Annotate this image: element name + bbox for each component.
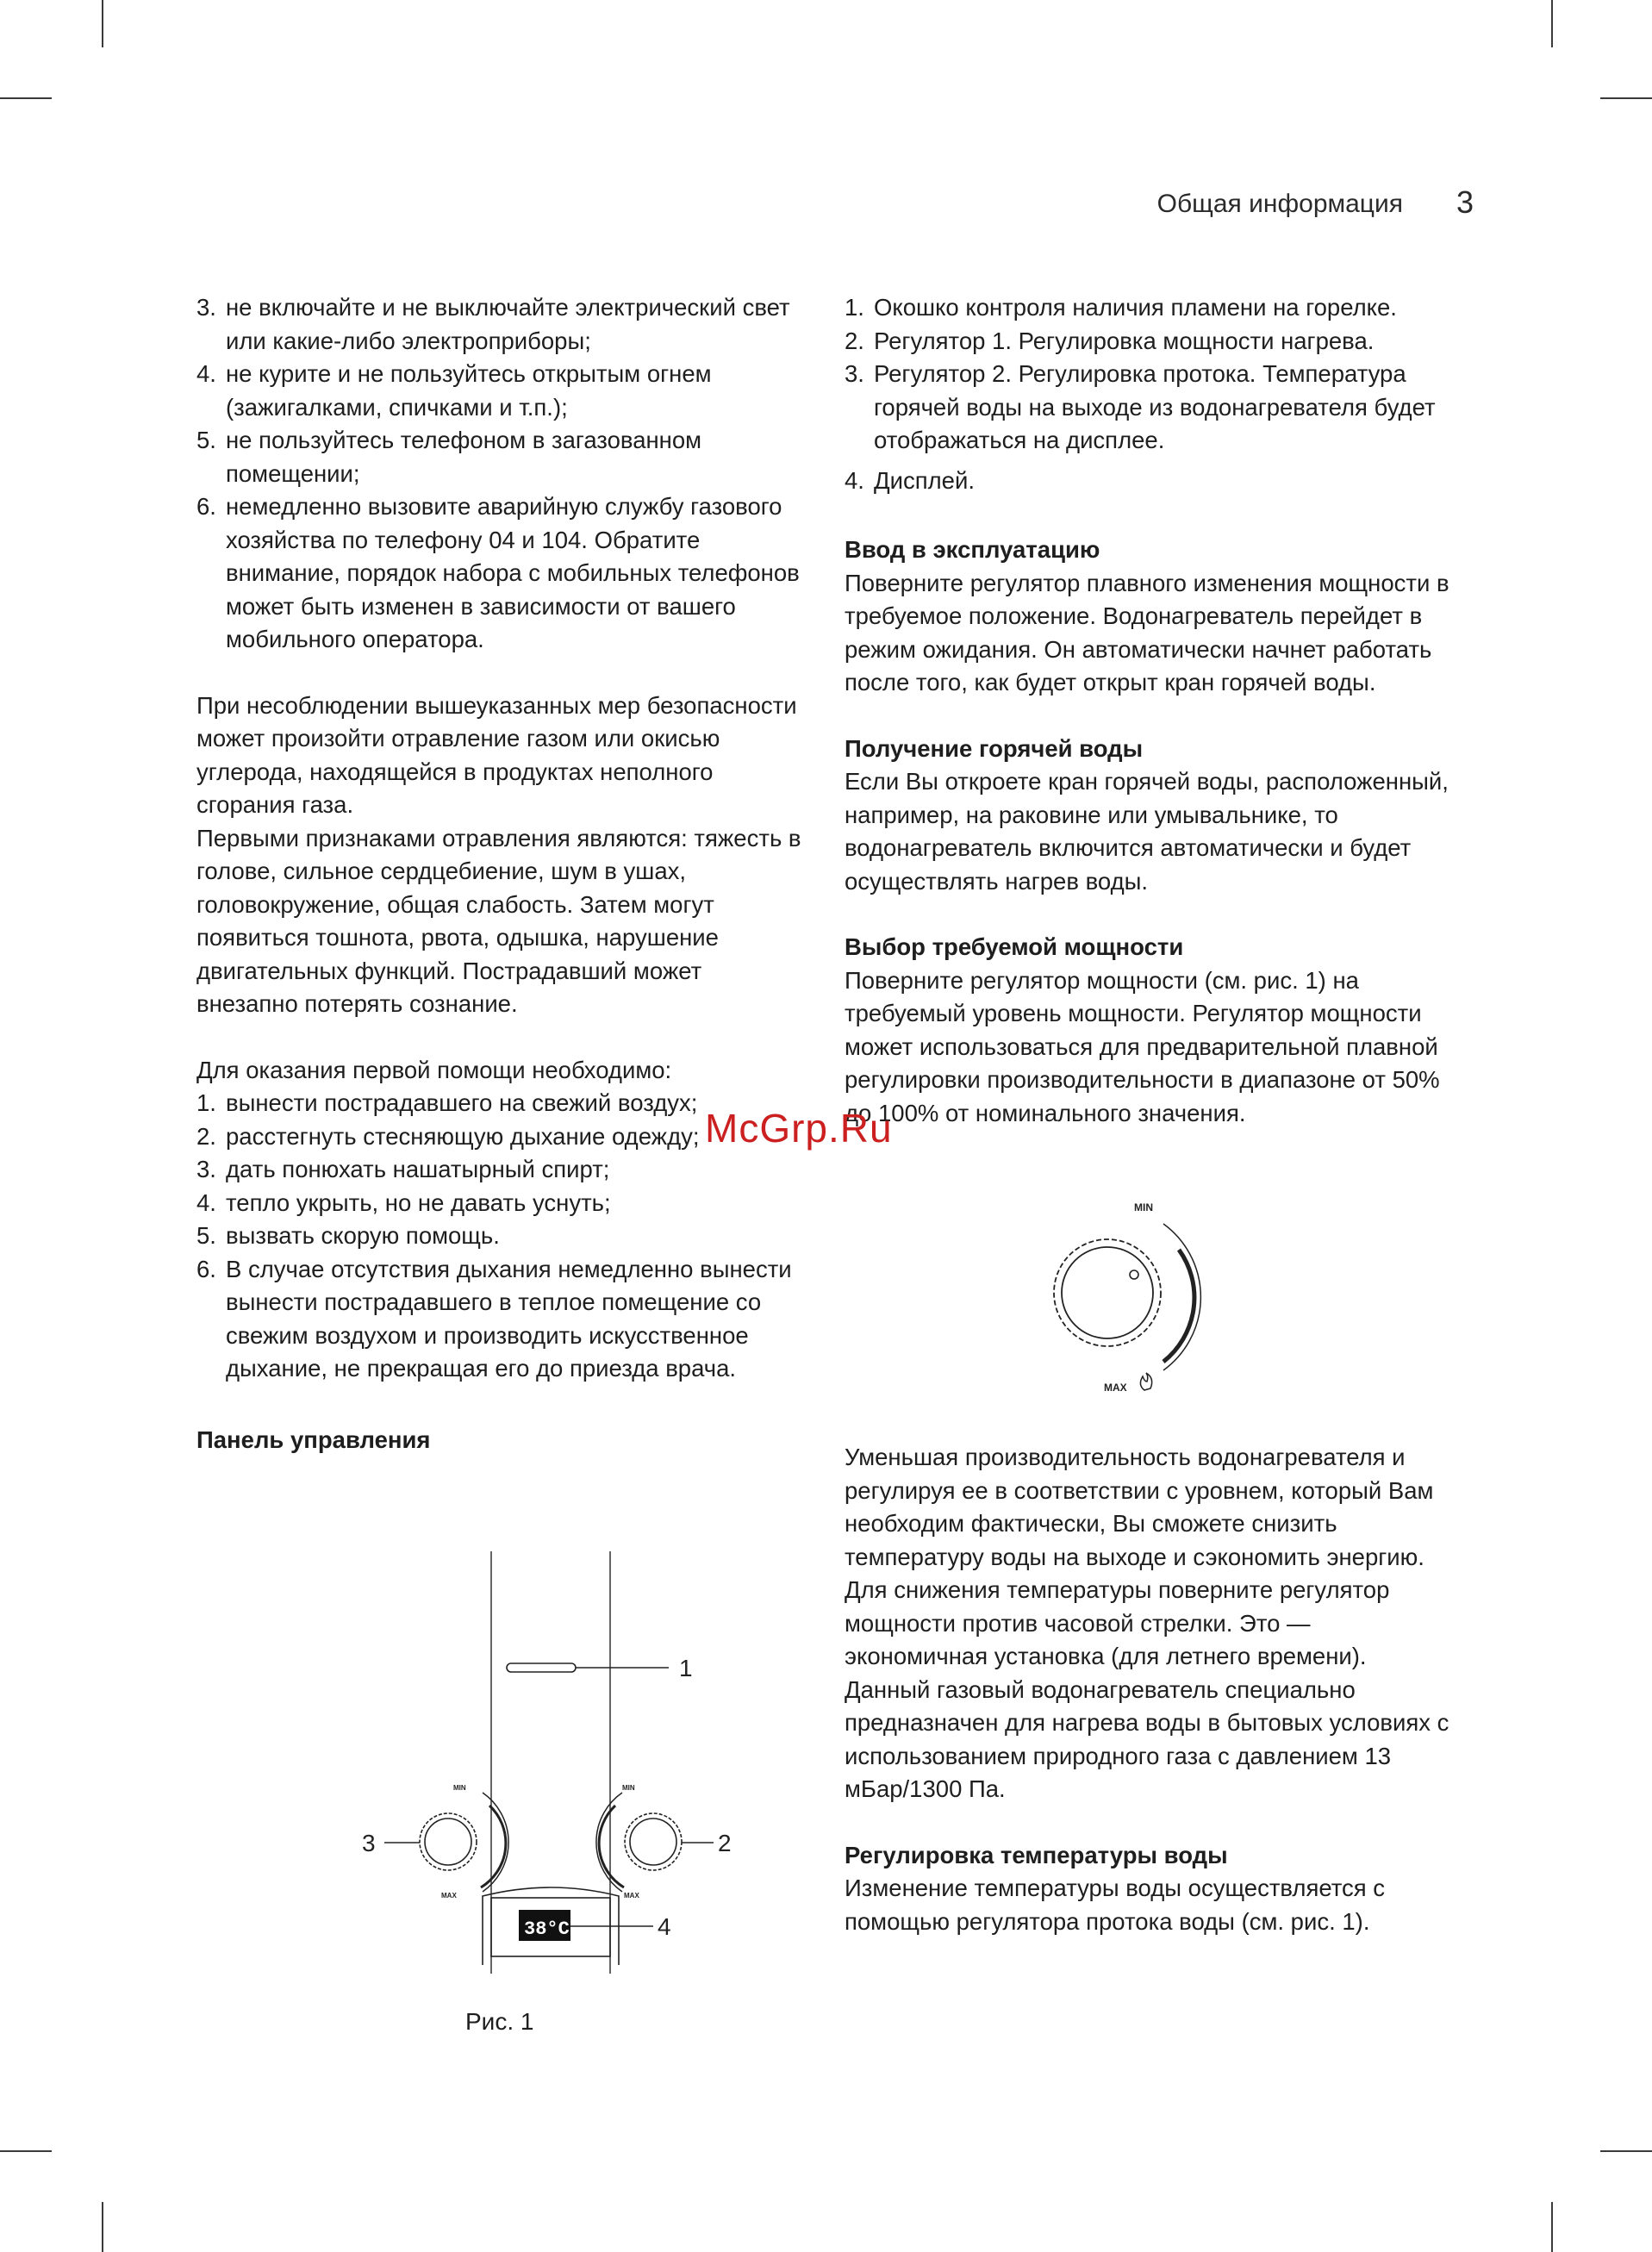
callout-2: 2 xyxy=(718,1830,732,1856)
left-column xyxy=(196,291,801,1457)
display-temperature: 38°C xyxy=(524,1918,570,1940)
knob-max-label: MAX xyxy=(1104,1382,1127,1394)
list-item: 6. немедленно вызовите аварийную службу газового хозяйства по телефону 04 и 104. Обратите внимание, порядок набора с мобильных телефонов может быть изменен в зависимости от вашего мобильного оператора. xyxy=(196,493,800,652)
right-knob-min-label: MIN xyxy=(622,1784,635,1792)
list-item: 3. дать понюхать нашатырный спирт; xyxy=(196,1156,610,1182)
list-item: 4. тепло укрыть, но не давать уснуть; xyxy=(196,1188,611,1216)
left-knob-max-label: MAX xyxy=(441,1892,457,1900)
panel-heading: Панель управления xyxy=(196,1425,431,1453)
list-item: 5. вызвать скорую помощь. xyxy=(196,1222,500,1249)
crop-mark xyxy=(1551,2202,1553,2252)
watermark-text: McGrp.Ru xyxy=(705,1106,893,1151)
left-knob-arc-thick xyxy=(481,1806,506,1887)
left-knob-inner xyxy=(425,1818,471,1865)
list-item: 3. не включайте и не выключайте электрический свет или какие-либо электроприборы; xyxy=(196,294,790,354)
list-item: 2. Регулятор 1. Регулировка мощности нагрева. xyxy=(845,327,1375,354)
crop-mark xyxy=(1600,2150,1652,2152)
section-body: Если Вы откроете кран горячей воды, расположенный, например, на раковине или умывальнике, то водонагреватель включится автоматически и будет осуществлять нагрев воды. xyxy=(845,768,1449,895)
list-item: 6. В случае отсутствия дыхания немедленно вынести вынести пострадавшего в теплое помещение со свежим воздухом и производить искусственное дыхание, не прекращая его до приезда врача. xyxy=(196,1255,792,1382)
right-knob-inner xyxy=(630,1818,676,1865)
right-knob-arc-thick xyxy=(599,1806,624,1887)
paragraph: Уменьшая производительность водонагревателя и регулируя ее в соответствии с уровнем, который Вам необходим фактически, Вы сможете снизить температуру воды на выходе и сэкономить энергию. xyxy=(845,1444,1434,1570)
left-knob-min-label: MIN xyxy=(453,1784,466,1792)
flame-icon xyxy=(1140,1373,1151,1390)
section-heading: Выбор требуемой мощности xyxy=(845,933,1184,960)
callout-4: 4 xyxy=(658,1913,671,1940)
crop-mark xyxy=(1600,97,1652,99)
list-item: 1. вынести пострадавшего на свежий воздух; xyxy=(196,1089,698,1116)
section-heading: Ввод в эксплуатацию xyxy=(845,536,1100,563)
list-item: 3. Регулятор 2. Регулировка протока. Температура горячей воды на выходе из водонагревателя будет отображаться на дисплее. xyxy=(845,360,1436,453)
knob-inner xyxy=(1062,1247,1153,1338)
right-column-lower xyxy=(845,1441,1449,1938)
list-item: 4. не курите и не пользуйтесь открытым огнем (зажигалками, спичками и т.п.); xyxy=(196,360,712,421)
symptoms-paragraph: Первыми признаками отравления являются: тяжесть в голове, сильное сердцебиение, шум в ушах, головокружение, общая слабость. Затем могут появиться тошнота, рвота, одышка, нарушение двигательных функций. Пострадавший может внезапно потерять сознание. xyxy=(196,824,801,1017)
right-knob-outer xyxy=(625,1813,682,1870)
power-knob-figure xyxy=(1034,1189,1224,1396)
section-body: Поверните регулятор мощности (см. рис. 1) на требуемый уровень мощности. Регулятор мощности может использоваться для предварительной плавной регулировки производительности в диапазоне от 50% до 100% от номинального значения. xyxy=(845,966,1440,1126)
control-panel-figure xyxy=(352,1543,757,1974)
knob-scale-arc-thick xyxy=(1163,1250,1194,1362)
list-item: 5. не пользуйтесь телефоном в загазованном помещении; xyxy=(196,427,702,487)
list-item: 2. расстегнуть стесняющую дыхание одежду; xyxy=(196,1122,700,1150)
crop-mark xyxy=(0,2150,52,2152)
warning-paragraph: При несоблюдении вышеуказанных мер безопасности может произойти отравление газом или окисью углерода, находящейся в продуктах неполного сгорания газа. xyxy=(196,691,797,818)
knob-min-label: MIN xyxy=(1134,1201,1153,1213)
right-column xyxy=(845,291,1449,1130)
section-heading: Получение горячей воды xyxy=(845,734,1144,762)
crop-mark xyxy=(102,0,103,47)
paragraph: Для снижения температуры поверните регулятор мощности против часовой стрелки. Это — экономичная установка (для летнего времени). xyxy=(845,1576,1390,1669)
knob-outer xyxy=(1054,1239,1161,1346)
left-knob-outer xyxy=(420,1813,477,1870)
first-aid-intro: Для оказания первой помощи необходимо: xyxy=(196,1056,672,1083)
section-body: Изменение температуры воды осуществляется с помощью регулятора протока воды (см. рис. 1). xyxy=(845,1875,1386,1935)
callout-1: 1 xyxy=(679,1655,693,1681)
section-body: Поверните регулятор плавного изменения мощности в требуемое положение. Водонагреватель перейдет в режим ожидания. Он автоматически начнет работать после того, как будет открыт кран горячей воды. xyxy=(845,569,1449,696)
crop-mark xyxy=(0,97,52,99)
flame-window xyxy=(507,1663,576,1672)
figure-caption: Рис. 1 xyxy=(465,2008,534,2035)
running-header-title: Общая информация xyxy=(1156,190,1403,218)
list-item: 1. Окошко контроля наличия пламени на горелке. xyxy=(845,294,1397,321)
crop-mark xyxy=(1551,0,1553,47)
knob-indicator xyxy=(1130,1270,1138,1279)
page-number: 3 xyxy=(1456,184,1474,220)
list-item: 4. Дисплей. xyxy=(845,466,975,494)
section-heading: Регулировка температуры воды xyxy=(845,1841,1228,1868)
callout-3: 3 xyxy=(362,1830,376,1856)
paragraph: Данный газовый водонагреватель специально предназначен для нагрева воды в бытовых условиях с использованием природного газа с давлением 13 мБар/1300 Па. xyxy=(845,1675,1449,1802)
crop-mark xyxy=(102,2202,103,2252)
right-knob-max-label: MAX xyxy=(624,1892,639,1900)
